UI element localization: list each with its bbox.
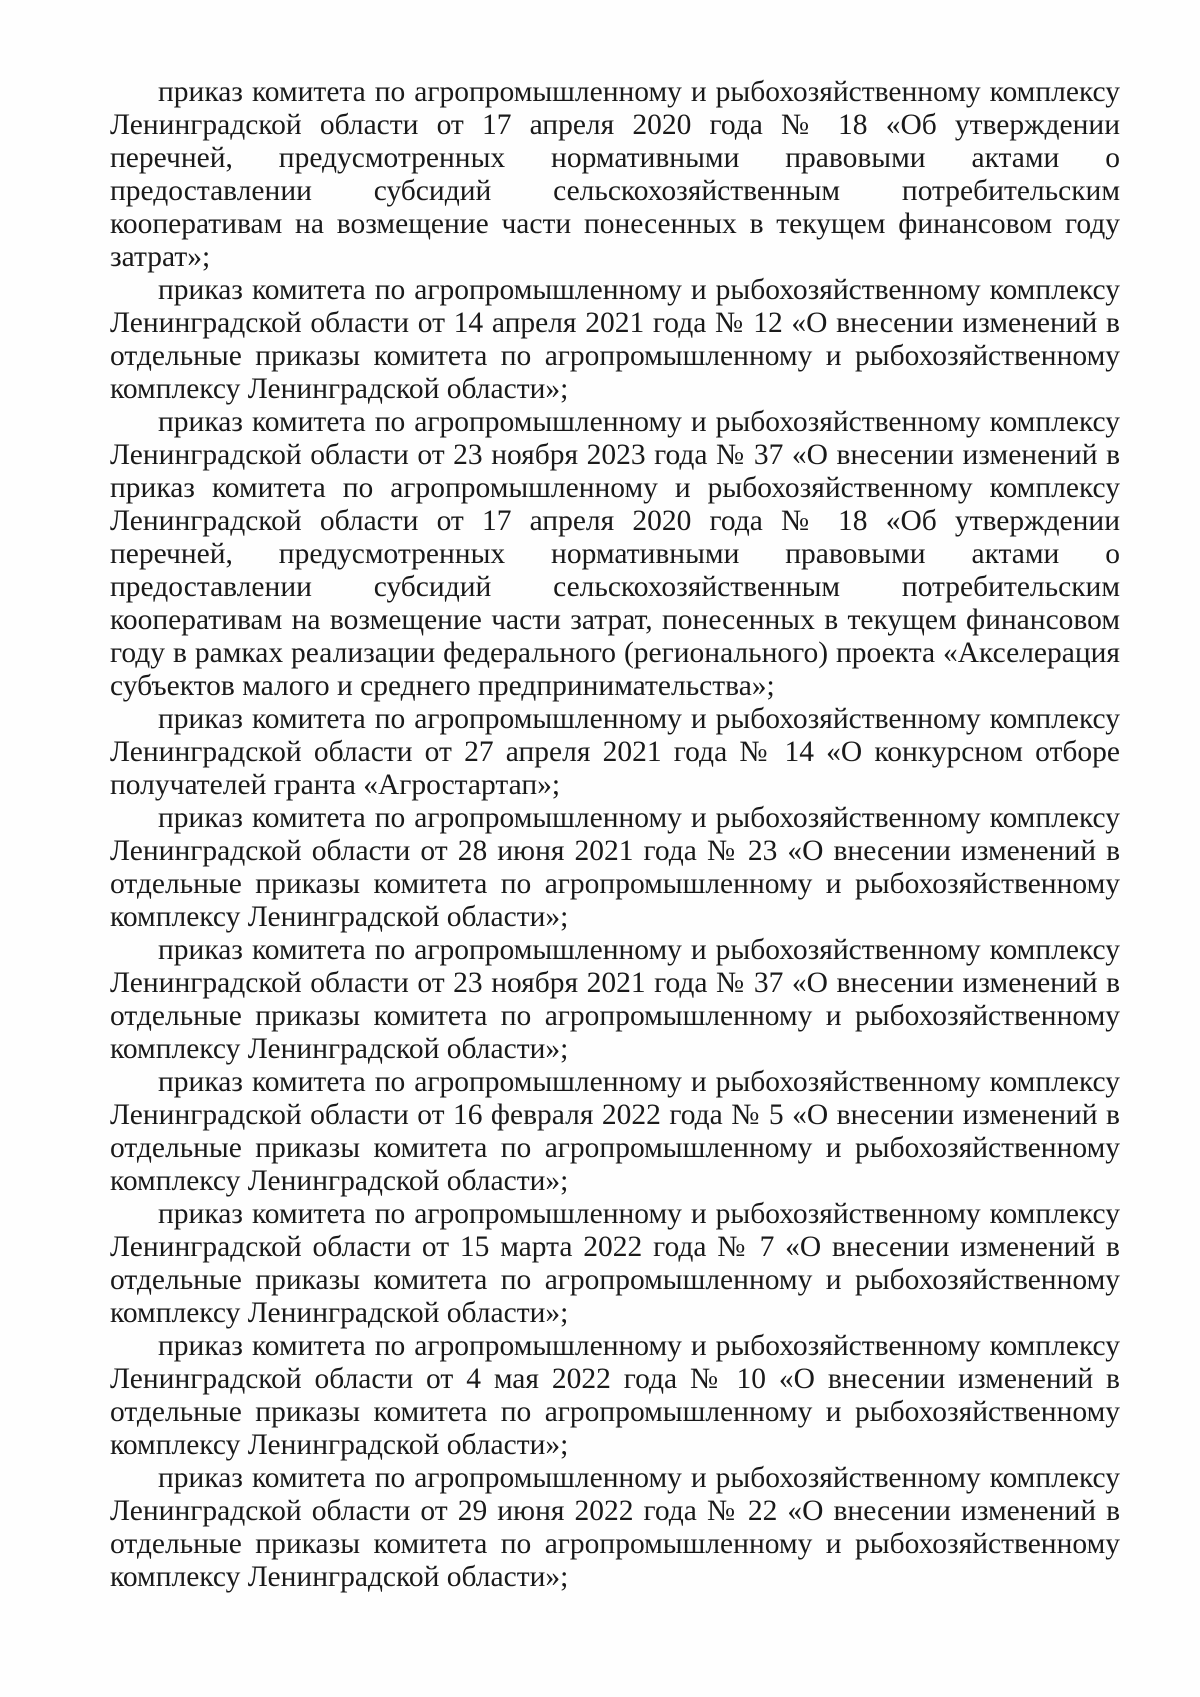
order-paragraph: приказ комитета по агропромышленному и рыбохозяйственному комплексу Ленинградской области от 17 апреля 2020 года № 18 «Об утверждении перечней, предусмотренных нормативными правовыми актами о предоставлении субсидий сельскохозяйственным потребительским кооперативам на возмещение части понесенных в текущем финансовом году затрат»; <box>110 76 1120 273</box>
order-paragraph: приказ комитета по агропромышленному и рыбохозяйственному комплексу Ленинградской области от 4 мая 2022 года № 10 «О внесении изменений в отдельные приказы комитета по агропромышленному и рыбохозяйственному комплексу Ленинградской области»; <box>110 1330 1120 1461</box>
order-paragraph: приказ комитета по агропромышленному и рыбохозяйственному комплексу Ленинградской области от 23 ноября 2021 года № 37 «О внесении изменений в отдельные приказы комитета по агропромышленному и рыбохозяйственному комплексу Ленинградской области»; <box>110 934 1120 1065</box>
order-paragraph: приказ комитета по агропромышленному и рыбохозяйственному комплексу Ленинградской области от 16 февраля 2022 года № 5 «О внесении изменений в отдельные приказы комитета по агропромышленному и рыбохозяйственному комплексу Ленинградской области»; <box>110 1066 1120 1197</box>
order-paragraph: приказ комитета по агропромышленному и рыбохозяйственному комплексу Ленинградской области от 15 марта 2022 года № 7 «О внесении изменений в отдельные приказы комитета по агропромышленному и рыбохозяйственному комплексу Ленинградской области»; <box>110 1198 1120 1329</box>
order-paragraph: приказ комитета по агропромышленному и рыбохозяйственному комплексу Ленинградской области от 23 ноября 2023 года № 37 «О внесении изменений в приказ комитета по агропромышленному и рыбохозяйственному комплексу Ленинградской области от 17 апреля 2020 года № 18 «Об утверждении перечней, предусмотренных нормативными правовыми актами о предоставлении субсидий сельскохозяйственным потребительским кооперативам на возмещение части затрат, понесенных в текущем финансовом году в рамках реализации федерального (регионального) проекта «Акселерация субъектов малого и среднего предпринимательства»; <box>110 406 1120 702</box>
order-paragraph: приказ комитета по агропромышленному и рыбохозяйственному комплексу Ленинградской области от 28 июня 2021 года № 23 «О внесении изменений в отдельные приказы комитета по агропромышленному и рыбохозяйственному комплексу Ленинградской области»; <box>110 802 1120 933</box>
document-body <box>110 76 1120 1594</box>
order-paragraph: приказ комитета по агропромышленному и рыбохозяйственному комплексу Ленинградской области от 27 апреля 2021 года № 14 «О конкурсном отборе получателей гранта «Агростартап»; <box>110 703 1120 801</box>
order-paragraph: приказ комитета по агропромышленному и рыбохозяйственному комплексу Ленинградской области от 14 апреля 2021 года № 12 «О внесении изменений в отдельные приказы комитета по агропромышленному и рыбохозяйственному комплексу Ленинградской области»; <box>110 274 1120 405</box>
order-paragraph: приказ комитета по агропромышленному и рыбохозяйственному комплексу Ленинградской области от 29 июня 2022 года № 22 «О внесении изменений в отдельные приказы комитета по агропромышленному и рыбохозяйственному комплексу Ленинградской области»; <box>110 1462 1120 1593</box>
